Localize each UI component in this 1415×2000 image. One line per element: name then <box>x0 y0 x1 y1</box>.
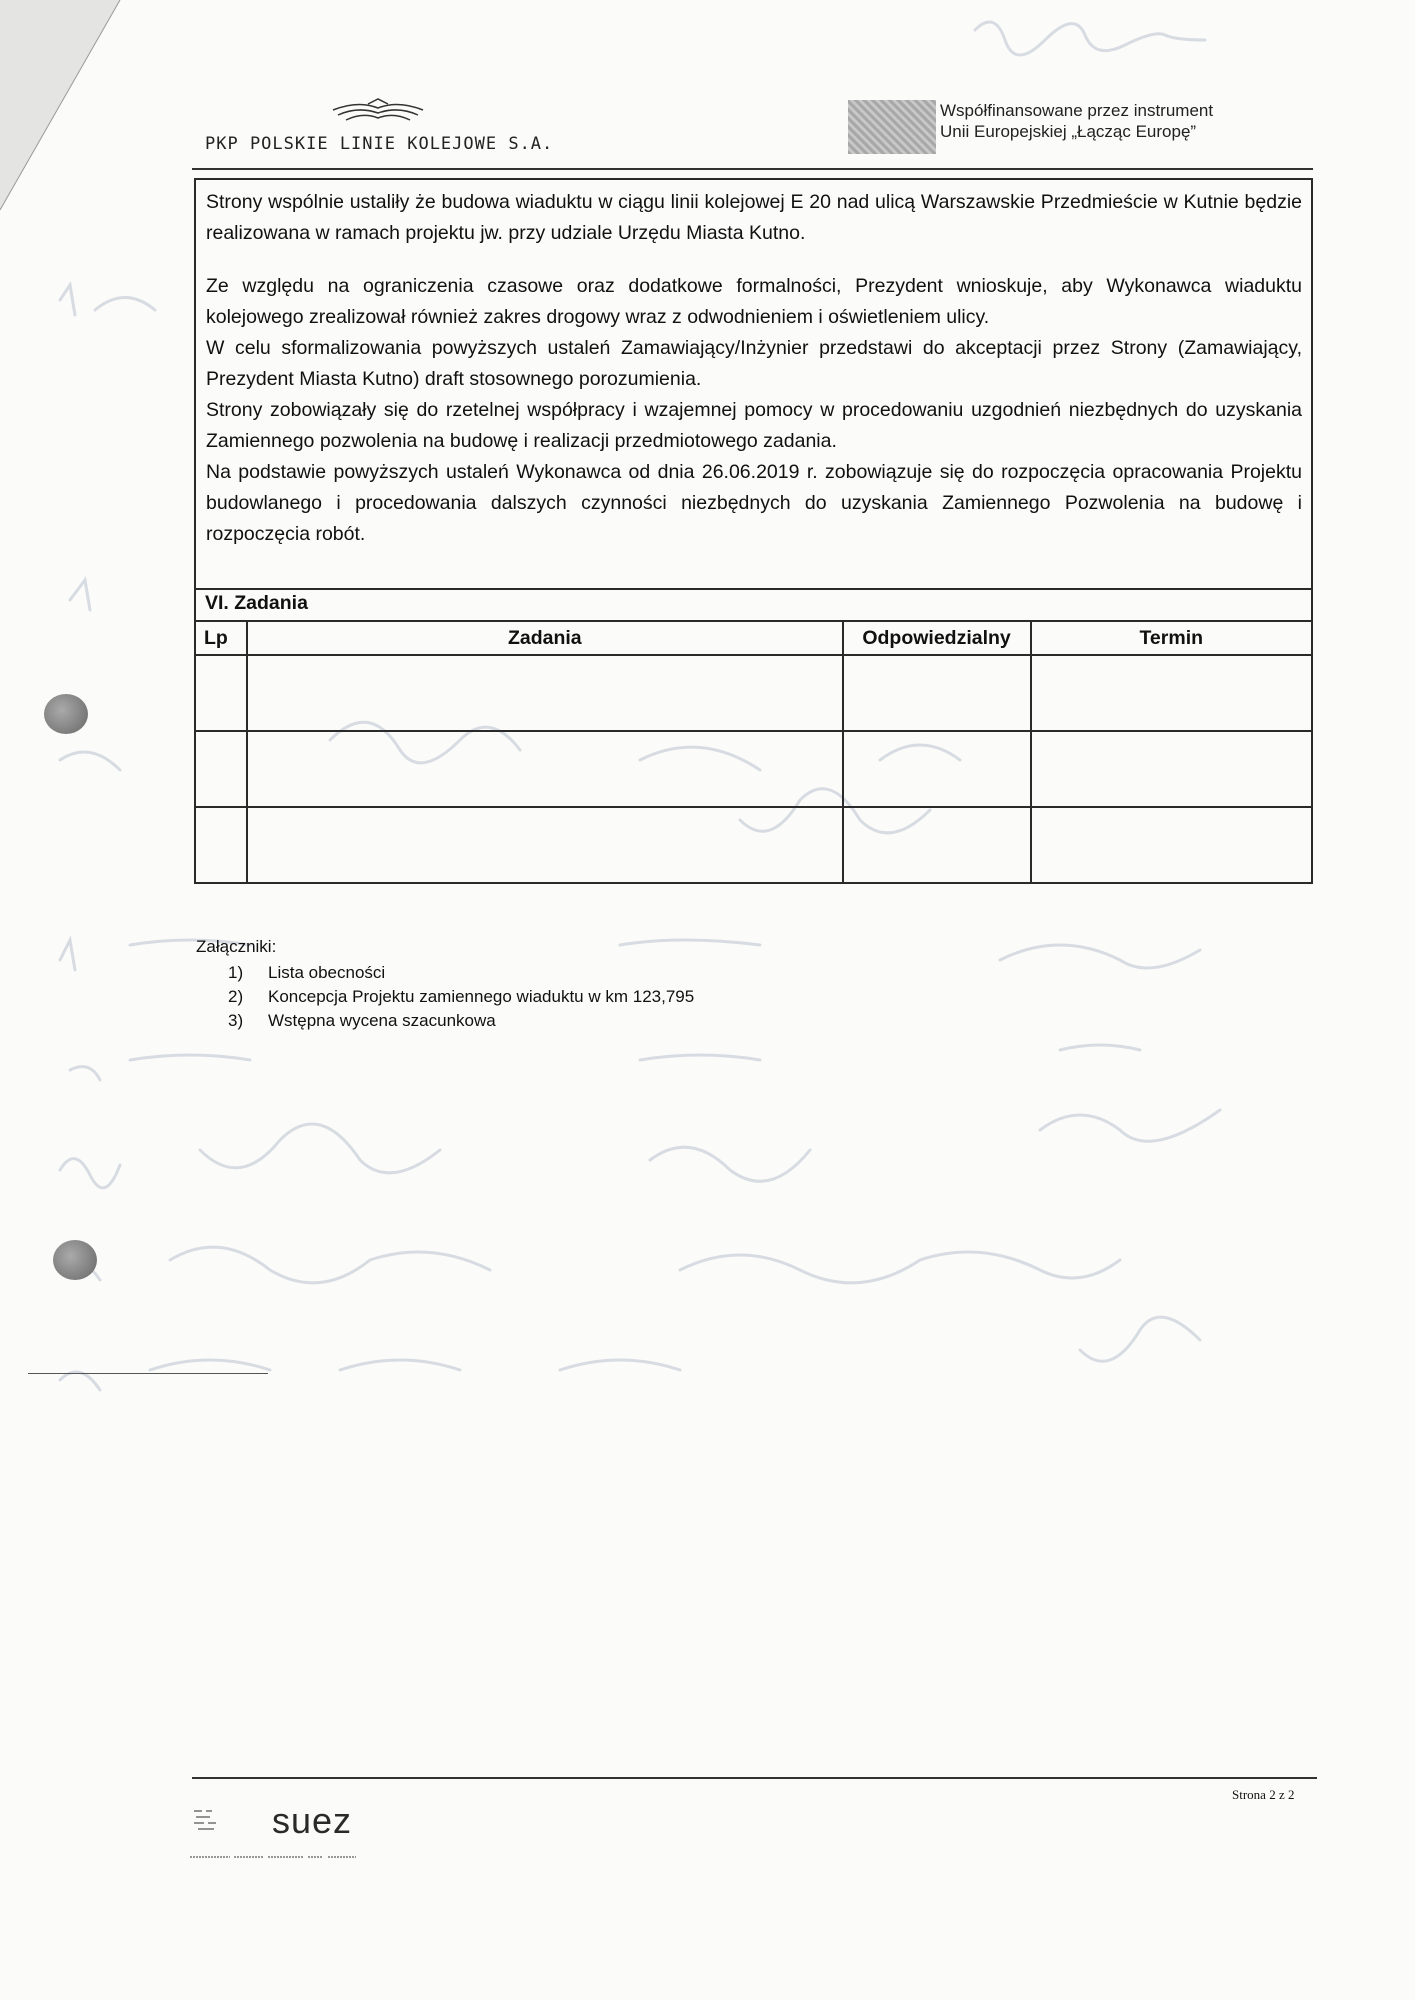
scan-line <box>28 1373 268 1374</box>
table-cell <box>1031 731 1312 807</box>
paragraph-4: Strony zobowiązały się do rzetelnej współpracy i wzajemnej pomocy w procedowaniu uzgodnień niezbędnych do uzyskania Zamiennego pozwolenia na budowę i realizacji przedmiotowego zadania. <box>206 399 1302 452</box>
tasks-table <box>194 620 1313 884</box>
punch-hole <box>53 1240 97 1280</box>
attachment-number: 1) <box>228 963 244 982</box>
eu-line-1: Współfinansowane przez instrument <box>940 101 1214 120</box>
attachment-label: Koncepcja Projektu zamiennego wiaduktu w km 123,795 <box>268 987 695 1006</box>
table-cell <box>1031 807 1312 883</box>
paragraph-3: W celu sformalizowania powyższych ustaleń Zamawiający/Inżynier przedstawi do akceptacji przez Strony (Zamawiający, Prezydent Miasta Kutno) draft stosownego porozumienia. <box>206 337 1302 390</box>
table-cell <box>843 807 1031 883</box>
attachment-label: Lista obecności <box>268 963 386 982</box>
table-cell <box>195 655 247 731</box>
table-cell <box>843 731 1031 807</box>
attachment-number: 2) <box>228 987 244 1006</box>
attachment-item <box>228 961 694 985</box>
eu-line-2: Unii Europejskiej „Łącząc Europę” <box>940 122 1197 141</box>
table-cell <box>247 655 843 731</box>
table-cell <box>1031 655 1312 731</box>
attachment-item <box>228 1009 694 1033</box>
page-number: Strona 2 z 2 <box>1232 1787 1295 1802</box>
footer-fine-print <box>190 1852 360 1862</box>
table-cell <box>247 731 843 807</box>
attachment-item <box>228 985 694 1009</box>
col-header-tasks: Zadania <box>247 621 843 655</box>
footer-rule <box>192 1777 1317 1779</box>
suez-emblem-icon <box>190 1805 242 1835</box>
eu-flag-icon <box>848 100 936 154</box>
paragraph-1: Strony wspólnie ustaliły że budowa wiaduktu w ciągu linii kolejowej E 20 nad ulicą Warszawskie Przedmieście w Kutnie będzie realizowana w ramach projektu jw. przy udziale Urzędu Miasta Kutno. <box>206 191 1302 244</box>
tasks-header-row <box>195 621 1312 655</box>
table-cell <box>843 655 1031 731</box>
paragraph-5: Na podstawie powyższych ustaleń Wykonawca od dnia 26.06.2019 r. zobowiązuje się do rozpoczęcia opracowania Projektu budowlanego i procedowania dalszych czynności niezbędnych do uzyskania Zamiennego Pozwolenia na budowę i rozpoczęcia robót. <box>206 461 1302 545</box>
attachments-list <box>228 961 694 1033</box>
col-header-deadline: Termin <box>1031 621 1312 655</box>
table-cell <box>195 731 247 807</box>
punch-hole <box>44 694 88 734</box>
table-cell <box>247 807 843 883</box>
attachments-title: Załączniki: <box>196 937 277 956</box>
attachment-number: 3) <box>228 1011 244 1030</box>
table-row <box>195 731 1312 807</box>
company-name: PKP POLSKIE LINIE KOLEJOWE S.A. <box>205 134 554 154</box>
page-corner-fold <box>0 0 140 230</box>
col-header-responsible: Odpowiedzialny <box>843 621 1031 655</box>
tasks-section-title: VI. Zadania <box>194 588 1313 622</box>
table-cell <box>195 807 247 883</box>
attachment-label: Wstępna wycena szacunkowa <box>268 1011 496 1030</box>
suez-logo: suez <box>272 1800 353 1841</box>
table-row <box>195 655 1312 731</box>
eu-cofinancing-note <box>940 100 1213 142</box>
paragraph-2: Ze względu na ograniczenia czasowe oraz dodatkowe formalności, Prezydent wnioskuje, aby Wykonawca wiaduktu kolejowego zrealizował również zakres drogowy wraz z odwodnieniem i oświetleniem ulicy. <box>206 275 1302 328</box>
pkp-logo-icon <box>328 98 428 128</box>
arrangements-text-box <box>194 178 1313 590</box>
header-rule <box>192 168 1313 170</box>
table-row <box>195 807 1312 883</box>
col-header-lp: Lp <box>195 621 247 655</box>
attachments-block <box>196 935 694 1033</box>
